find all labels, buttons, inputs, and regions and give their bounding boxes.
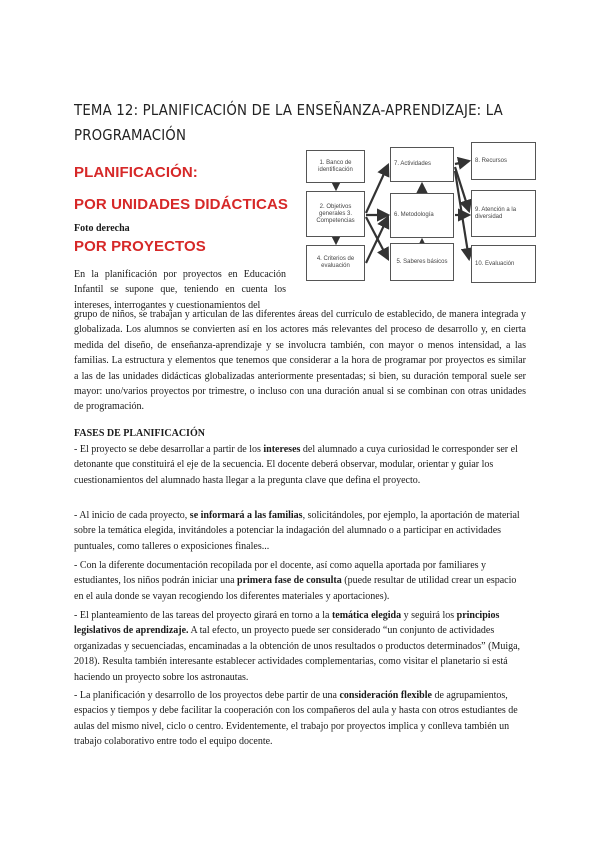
diagram-box-identificacion: 1. Banco de identificación [306, 150, 365, 183]
intro-paragraph-part2: grupo de niños, se trabajan y articulan de las diferentes áreas del currículo de establecido, de manera integrada y globalizada. Los alumnos se convierten así en los actores más relevantes del proceso de desarrollo y, en cierta medida del diseño, de enseñanza-aprendizaje y se involucra también, con mayor o menos intensidad, a las familias. La estructura y elementos que tenemos que considerar a la hora de programar por proyectos es similar a las de las unidades didácticas globalizadas anteriormente presentadas; si bien, su duración temporal suele ser mayor: uno/varios proyectos por trimestre, o incluso con una duración anual si se combinan con otras unidades de programación. [74, 309, 526, 413]
diagram-box-diversidad: 9. Atención a la diversidad [471, 190, 536, 237]
diagram-box-objetivos: 2. Objetivos generales 3. Competencias [306, 191, 365, 237]
phase-item-consulta: - Con la diferente documentación recopilada por el docente, así como aquella aportada por familiares y estudiantes, los niños podrán iniciar una primera fase de consulta (puede resultar de utilidad crear un espacio en el aula donde se vayan recogiendo los diferentes materiales y aportaciones). [74, 560, 517, 602]
section-heading-fases: FASES DE PLANIFICACIÓN [74, 428, 205, 439]
diagram-box-actividades: 7. Actividades [390, 147, 454, 182]
heading-unidades-didacticas: POR UNIDADES DIDÁCTICAS [74, 196, 288, 213]
phase-item-tematica: - El planteamiento de las tareas del proyecto girará en torno a la temática elegida y seguirá los principios legislativos de aprendizaje. A tal efecto, un proyecto puede ser considerado “un conjunto de actividades organizadas y secuenciadas, encaminadas a la obtención de unos resultados o productos determinados” (Muiga, 2018). Resulta también interesante establecer actividades complementarias, como visitar el planetario si está haciendo un proyecto sobre los astronautas. [74, 610, 521, 683]
heading-proyectos: POR PROYECTOS [74, 238, 206, 255]
diagram-box-criterios: 4. Criterios de evaluación [306, 245, 365, 281]
heading-planificacion: PLANIFICACIÓN: [74, 164, 198, 181]
arrow-2-7 [366, 165, 388, 213]
intro-paragraph-part1: En la planificación por proyectos en Educación Infantil se supone que, teniendo en cuenta los intereses, interrogantes y cuestionamientos del [74, 269, 286, 311]
diagram-box-metodologia: 6. Metodología [390, 193, 454, 238]
programming-elements-diagram [289, 137, 544, 289]
diagram-box-recursos: 8. Recursos [471, 142, 536, 180]
diagram-box-saberes: 5. Saberes básicos [390, 243, 454, 281]
page-title: TEMA 12: PLANIFICACIÓN DE LA ENSEÑANZA-APRENDIZAJE: LA PROGRAMACIÓN [74, 101, 503, 144]
diagram-box-evaluacion: 10. Evaluación [471, 245, 536, 283]
arrow-7-8 [455, 161, 469, 164]
phase-item-familias: - Al inicio de cada proyecto, se informará a las familias, solicitándoles, por ejemplo, la aportación de material sobre la temática elegida, invitándoles a potenciar la indagación del alumnado o a participar en actividades puntuales, como talleres o exposiciones finales... [74, 510, 520, 552]
photo-note: Foto derecha [74, 223, 130, 234]
phase-item-intereses: - El proyecto se debe desarrollar a partir de los intereses del alumnado a cuya curiosidad le corresponder ser el detonante que constituirá el eje de la secuencia. El docente deberá observar, modular, orientar y guiar los cuestionamientos del alumnado hasta llegar a la pregunta clave que defina el proyecto. [74, 444, 518, 486]
phase-item-flexible: - La planificación y desarrollo de los proyectos debe partir de una consideración flexible de agrupamientos, espacios y tiempos y debe facilitar la cooperación con los compañeros del aula y hasta con otros estudiantes de aulas del mismo nivel, ciclo o centro. Evidentemente, el trabajo por proyectos implica y conlleva también un trabajo colaborativo entre todo el equipo docente. [74, 690, 518, 748]
